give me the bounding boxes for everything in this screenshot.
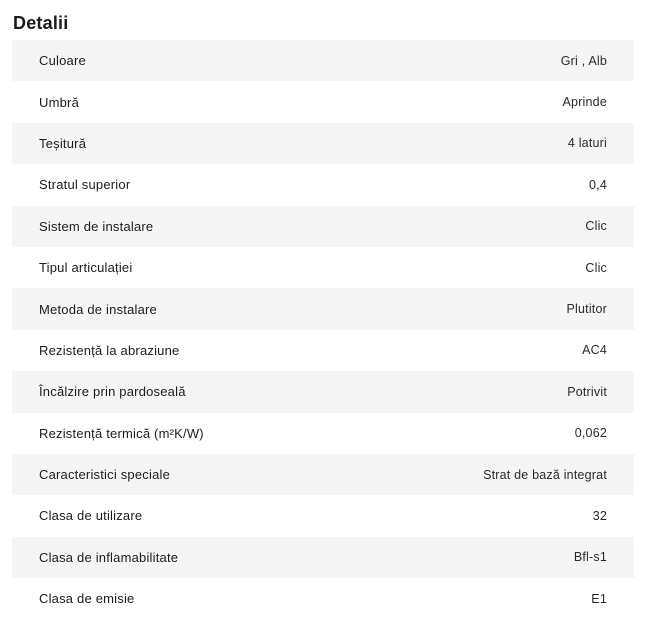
table-row — [12, 371, 634, 412]
row-value: Strat de bază integrat — [483, 467, 607, 482]
row-label: Clasa de utilizare — [39, 508, 143, 524]
table-row — [12, 164, 634, 205]
table-row — [12, 537, 634, 578]
table-row — [12, 40, 634, 81]
table-row — [12, 206, 634, 247]
table-row — [12, 81, 634, 122]
row-label: Clasa de emisie — [39, 591, 135, 607]
row-label: Metoda de instalare — [39, 301, 157, 317]
table-row — [12, 495, 634, 536]
row-label: Culoare — [39, 53, 86, 69]
row-value: 32 — [592, 508, 607, 523]
row-value: Clic — [585, 260, 607, 275]
row-value: Bfl-s1 — [573, 550, 607, 565]
page-title: Detalii — [13, 13, 69, 33]
row-label: Umbră — [39, 94, 80, 110]
table-row — [12, 454, 634, 495]
row-label: Caracteristici speciale — [39, 467, 171, 483]
details-table — [12, 40, 634, 619]
row-label: Sistem de instalare — [39, 218, 154, 234]
row-label: Teșitură — [39, 135, 87, 151]
row-label: Rezistență termică (m²K/W) — [39, 425, 204, 441]
row-value: 0,4 — [589, 177, 607, 192]
table-row — [12, 578, 634, 619]
row-label: Tipul articulației — [39, 260, 133, 276]
row-value: Clic — [585, 219, 607, 234]
row-value: Aprinde — [562, 95, 607, 110]
table-row — [12, 123, 634, 164]
table-row — [12, 247, 634, 288]
row-value: Potrivit — [567, 384, 607, 399]
table-row — [12, 288, 634, 329]
row-label: Rezistență la abraziune — [39, 342, 180, 358]
table-row — [12, 330, 634, 371]
row-label: Stratul superior — [39, 177, 131, 193]
row-value: AC4 — [582, 343, 607, 358]
row-value: 4 laturi — [567, 136, 607, 151]
table-row — [12, 413, 634, 454]
row-value: 0,062 — [574, 426, 607, 441]
row-label: Încălzire prin pardoseală — [39, 384, 186, 400]
row-value: Plutitor — [566, 302, 607, 317]
row-label: Clasa de inflamabilitate — [39, 549, 179, 565]
row-value: E1 — [591, 591, 607, 606]
row-value: Gri , Alb — [560, 53, 607, 68]
